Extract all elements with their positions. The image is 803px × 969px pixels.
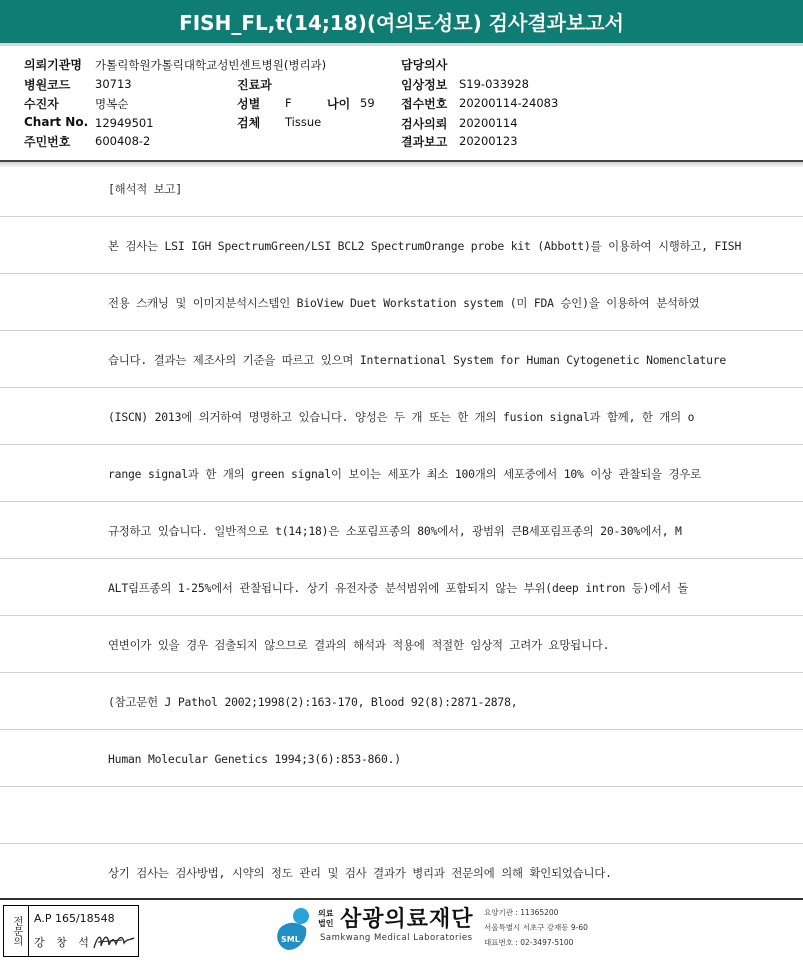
report-line <box>0 503 803 559</box>
chart-no-value: 12949501 <box>95 116 154 130</box>
report-date-value: 20200123 <box>459 134 518 148</box>
report-line <box>0 560 803 616</box>
institution-label: 의뢰기관명 <box>24 58 82 72</box>
specimen-value: Tissue <box>285 115 322 129</box>
patient-value: 명복순 <box>95 97 129 111</box>
sex-value: F <box>285 96 292 110</box>
report-line <box>0 674 803 730</box>
org-name: 삼광의료재단 <box>340 907 474 932</box>
report-line <box>0 845 803 901</box>
report-line <box>0 617 803 673</box>
sex-label: 성별 <box>237 97 261 111</box>
report-line-text: (ISCN) 2013에 의거하여 명명하고 있습니다. 양성은 두 개 또는 한 개의 fusion signal과 함께, 한 개의 o <box>108 410 695 424</box>
doctor-label: 담당의사 <box>401 58 448 72</box>
report-line <box>0 275 803 331</box>
report-line <box>0 731 803 787</box>
request-date-label: 검사의뢰 <box>401 117 448 131</box>
hospital-code-label: 병원코드 <box>24 78 71 92</box>
report-line-text: 상기 검사는 검사방법, 시약의 정도 관리 및 검사 결과가 병리과 전문의에 의해 확인되었습니다. <box>108 866 612 880</box>
sml-logo-icon <box>270 904 318 956</box>
signature-icon <box>92 930 136 952</box>
report-date-label: 결과보고 <box>401 135 448 149</box>
receipt-no-label: 접수번호 <box>401 97 448 111</box>
clinical-info-label: 임상정보 <box>401 78 448 92</box>
report-title-bar <box>0 0 803 46</box>
department-label: 진료과 <box>237 78 272 92</box>
org-name-english: Samkwang Medical Laboratories <box>320 933 473 943</box>
report-line-text: Human Molecular Genetics 1994;3(6):853-860.) <box>108 752 401 766</box>
report-line-text: [해석적 보고] <box>108 182 182 196</box>
specimen-label: 검체 <box>237 116 261 130</box>
stamp-title: 전문의 <box>4 906 29 956</box>
logo-text: SML <box>281 935 300 944</box>
report-line-text: 규정하고 있습니다. 일반적으로 t(14;18)은 소포림프종의 80%에서, 광범위 큰B세포림프종의 20-30%에서, M <box>108 524 682 538</box>
stamp-ap-number: A.P 165/18548 <box>34 912 115 925</box>
report-line <box>0 389 803 445</box>
report-line-text: range signal과 한 개의 green signal이 보이는 세포가 최소 100개의 세포중에서 10% 이상 관찰되을 경우로 <box>108 467 701 481</box>
patient-info-section <box>0 52 803 160</box>
age-value: 59 <box>360 96 375 110</box>
report-title: FISH_FL,t(14;18)(여의도성모) 검사결과보고서 <box>179 11 624 35</box>
clinical-info-value: S19-033928 <box>459 77 529 91</box>
report-line <box>0 788 803 844</box>
report-line-text: 전용 스캐닝 및 이미지분석시스템인 BioView Duet Workstation system (미 FDA 승인)을 이용하여 분석하였 <box>108 296 700 310</box>
institution-value: 가톨릭학원가톨릭대학교성빈센트병원(병리과) <box>95 58 327 72</box>
org-prefix: 의료법인 <box>318 909 334 928</box>
hospital-code-value: 30713 <box>95 77 132 91</box>
report-line-text: ALT림프종의 1-25%에서 관찰됩니다. 상기 유전자중 분석범위에 포함되지 않는 부위(deep intron 등)에서 돌 <box>108 581 689 595</box>
patient-label: 수진자 <box>24 97 59 111</box>
report-line <box>0 446 803 502</box>
report-line <box>0 332 803 388</box>
stamp-name: 강 창 석 <box>34 936 93 949</box>
contact-line-2: 서울특별시 서초구 강재동 9-60 <box>484 923 588 932</box>
report-line <box>0 161 803 217</box>
age-label: 나이 <box>327 97 351 111</box>
receipt-no-value: 20200114-24083 <box>459 96 559 110</box>
report-line-text: 본 검사는 LSI IGH SpectrumGreen/LSI BCL2 SpectrumOrange probe kit (Abbott)를 이용하여 시행하고, FISH <box>108 239 742 253</box>
chart-no-label: Chart No. <box>24 115 89 129</box>
report-line-text: 습니다. 결과는 제조사의 기준을 따르고 있으며 International System for Human Cytogenetic Nomenclature <box>108 353 727 367</box>
specialist-stamp <box>3 905 139 957</box>
rrn-label: 주민번호 <box>24 135 71 149</box>
report-line <box>0 218 803 274</box>
report-line-text: (참고문헌 J Pathol 2002;1998(2):163-170, Blood 92(8):2871-2878, <box>108 695 518 709</box>
contact-line-3: 대표번호 : 02-3497-5100 <box>484 938 574 947</box>
report-line-text: 연변이가 있을 경우 검출되지 않으므로 결과의 해석과 적용에 적절한 임상적 고려가 요망됩니다. <box>108 638 610 652</box>
rrn-value: 600408-2 <box>95 134 151 148</box>
request-date-value: 20200114 <box>459 116 518 130</box>
contact-line-1: 요양기관 : 11365200 <box>484 908 559 917</box>
